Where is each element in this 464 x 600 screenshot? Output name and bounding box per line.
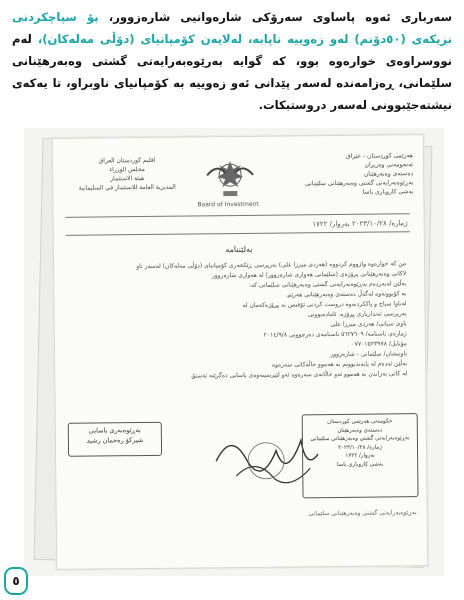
document-header-right [283, 151, 413, 197]
body-line: بە کۆبوونەوە لەگەڵ دەستەی وەبەرهێنانی هەرێم. [285, 290, 407, 299]
header-right-line: ئەنجومەنی وەزیران [364, 161, 414, 169]
body-line: ناونیشان/ سلێمانی - شارەزوور [330, 350, 408, 359]
document-header-left [67, 156, 187, 193]
stamp-line: حکومەتی هەرێمی کوردستان [327, 418, 393, 426]
scanned-document [52, 134, 429, 570]
body-line: مۆبایل/ ٠٧٧٠١٥٢٣٩٧٨ [351, 340, 407, 348]
stamp-line: شیرکۆ رەحمان رشید [86, 436, 144, 445]
kurdistan-emblem-icon [203, 155, 257, 204]
stamp-line: بەڕێوەبەری یاسایی [88, 426, 141, 435]
stamp-line: بەشی کاروباری یاسا [336, 461, 384, 468]
paragraph-highlight: بۆ سپاچکردنی نزیکەی (٥٠دۆنم) لەو زەوییە ناپابە، لەلایەن کۆمپانیای (دۆڵی مەلەکان)، [12, 10, 452, 46]
body-line: من که خوارەوە واژووم کردووە (هەردی میرزا علی) بەرپرسی ڕێکخەری کۆمپانیای (دۆڵی مەلەکان) لەسەر ناو [136, 260, 407, 271]
body-paragraph [12, 6, 452, 116]
header-right-line: بەشی کاروباری یاسا [362, 188, 414, 196]
stamp-line: دەستەی وەبەرهێنان [337, 427, 383, 434]
paragraph-text-end: لەم نووسراوەی خوارەوە بوو، کە گوایە بەرێوەبەرایەتی گشتی وەبەرهێنانی سلێمانی، ڕەزامەندە لەسەر پێدانی ئەو زەوییە بە کۆمپانیای ناوبراو، تا یەکەی نیشتەجێبوونی لەسەر دروستبکات. [12, 32, 452, 112]
body-line: ژمارەی ناسنامە/ ٥٦٢٧٦٠٩ ناسنامەی دەرچوونی ٢٠١٤/٩/٨ [263, 330, 407, 339]
body-line: بەڵێن ئەدەم لە پابەندبوونم بە هەموو خاڵەکانی سەرەوە [271, 360, 408, 369]
stamp-line: ژمارە/ ٢٠٢٣/١٠/٢٨ [338, 444, 382, 451]
document-body [76, 259, 407, 382]
header-right-line: هەرێمی کوردستان - عێراق [345, 152, 413, 160]
body-line: لەناوا سیاج و پاککردنەوە دروست کردنی ئۆفیس بە پڕۆژەکەمان لە [242, 300, 407, 309]
legal-stamp [68, 422, 162, 457]
document-title: بەلێننامە [225, 244, 253, 255]
header-divider [66, 213, 410, 218]
emblem-caption: Board of Investment [197, 200, 259, 209]
document-footer-note: بەڕێوەبەرایەتی گشتی وەبەرهێنانی سلێمانی [308, 509, 417, 518]
stamp-line: بەڕێوەبەرایەتی گشتی وەبەرهێنانی سلێمانی [310, 435, 410, 443]
body-line: لە کاتی بەزاندن بە هەموو ئەو خاڵانەی سەرەوە ئەو لێپرسینەوەی یاسایی دەگرێتە ئەستۆ. [190, 370, 408, 380]
reference-number: ژمارە/ ٢٠٢٣/١٠/٢٨ بەروار/ ١٧٢٢ [312, 219, 408, 229]
body-line: بەرپرسی ئەندازیاری پڕۆژە. ئامادەبوونی [307, 310, 407, 319]
body-line: بەڵێن لەبەردەم بەڕێوەبەرایەتی گشتی وەبەرهێنانی سلێمانی کە: [248, 280, 407, 289]
header-right-line: بەڕێوەبەرایەتی گشتی وەبەرهێنانی سلێمانی [305, 179, 414, 188]
page-number-badge: ٥ [4, 567, 28, 595]
stamp-line: بەروار/ ١٧٢٢ [345, 452, 375, 459]
header-divider [66, 231, 410, 236]
header-left-line: هيئة الاستثمار [110, 174, 145, 183]
office-stamp [302, 413, 419, 498]
paragraph-text-start: سەربارى ئەوە پاساوی سەرۆکی شارەوانیی شارەزوور، [98, 10, 452, 24]
body-line: ناوی سیانی/ هەردی میرزا علی [330, 320, 407, 329]
header-left-line: اقليم كوردستان العراق [98, 156, 156, 165]
body-line: لاکانی وەبەرهێنانی پرۆژەی (سلێمانی هەواری شارەزوور) لە هەواری شارەزوور [211, 270, 407, 280]
document-photo [24, 128, 444, 576]
header-left-line: المديرية العامة للاستثمار في السليمانية [78, 183, 176, 192]
header-left-line: مجلس الوزراء [109, 165, 145, 174]
header-right-line: دەستەی وەبەرهێنان [363, 170, 414, 178]
